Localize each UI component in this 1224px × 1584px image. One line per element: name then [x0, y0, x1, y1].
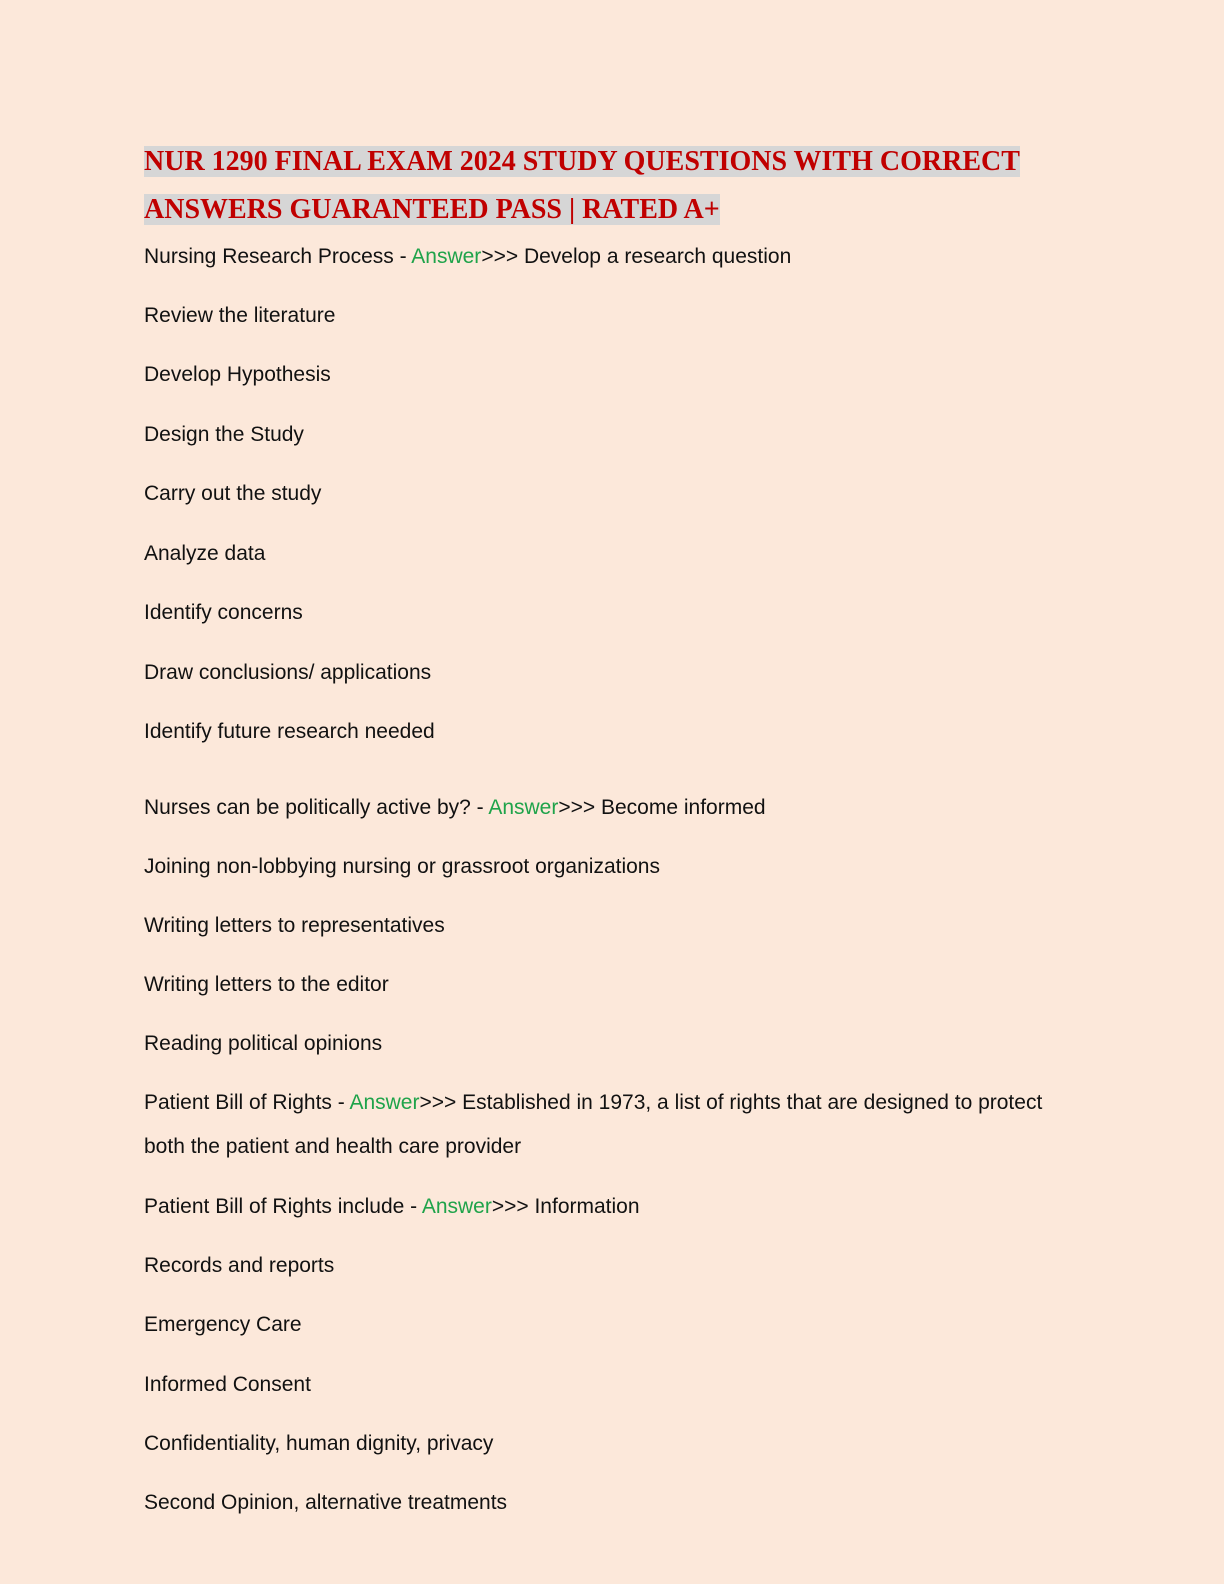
list-item: Analyze data: [144, 542, 266, 565]
list-item: Identify future research needed: [144, 720, 435, 743]
question-text: Nursing Research Process -: [144, 245, 412, 268]
question-text: Patient Bill of Rights -: [144, 1091, 350, 1114]
question-text: Nurses can be politically active by? -: [144, 796, 489, 819]
list-item: Joining non-lobbying nursing or grassroot organizations: [144, 855, 660, 878]
answer-text: >>> Become informed: [558, 796, 766, 819]
answer-label: Answer: [349, 1091, 420, 1114]
list-item: Design the Study: [144, 423, 304, 446]
list-item: Second Opinion, alternative treatments: [144, 1491, 508, 1514]
list-item: Records and reports: [144, 1254, 335, 1277]
list-item: Review the literature: [144, 304, 336, 327]
qa-patient-bill-of-rights: [144, 1081, 1084, 1169]
list-item: Writing letters to representatives: [144, 914, 445, 937]
list-item: Develop Hypothesis: [144, 363, 331, 386]
qa-bill-of-rights-include: [144, 1185, 640, 1229]
list-item: Writing letters to the editor: [144, 973, 389, 996]
list-item: Carry out the study: [144, 482, 322, 505]
list-item: Reading political opinions: [144, 1032, 383, 1055]
question-text: Patient Bill of Rights include -: [144, 1195, 422, 1218]
answer-label: Answer: [488, 796, 559, 819]
list-item: Draw conclusions/ applications: [144, 661, 432, 684]
list-item: Emergency Care: [144, 1313, 302, 1336]
qa-politically-active: [144, 786, 766, 830]
answer-text: >>> Develop a research question: [481, 245, 792, 268]
answer-label: Answer: [411, 245, 482, 268]
answer-label: Answer: [421, 1195, 492, 1218]
document-title: [144, 138, 1084, 234]
answer-text: >>> Established in 1973, a list of rights that are designed to protect both the patient and health care provider: [144, 1091, 1043, 1158]
qa-nursing-research-process: [144, 235, 791, 279]
title-highlight: NUR 1290 FINAL EXAM 2024 STUDY QUESTIONS WITH CORRECT ANSWERS GUARANTEED PASS | RATED A+: [144, 146, 1020, 225]
list-item: Confidentiality, human dignity, privacy: [144, 1432, 494, 1455]
answer-text: >>> Information: [491, 1195, 640, 1218]
list-item: Identify concerns: [144, 601, 303, 624]
list-item: Informed Consent: [144, 1373, 311, 1396]
